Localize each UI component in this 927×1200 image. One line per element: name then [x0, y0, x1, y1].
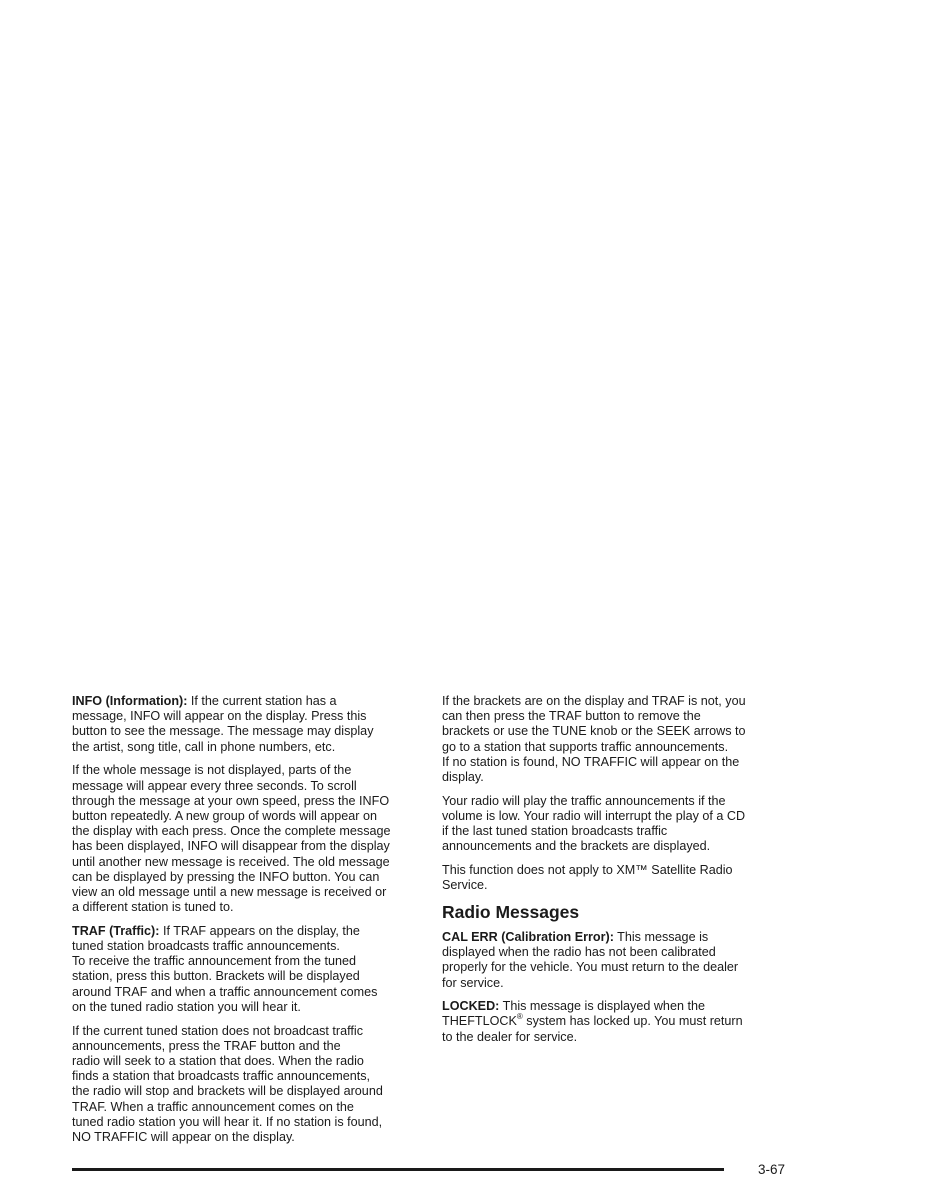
footer-rule — [72, 1168, 724, 1171]
brackets-paragraph: If the brackets are on the display and TRAF is not, you can then press the TRAF button to remove the brackets or use the TUNE knob or the SEEK arrows to go to a station that supports traffic announcements. If no station is found, NO TRAFFIC will appear on the display. — [442, 694, 746, 785]
volume-paragraph: Your radio will play the traffic announcements if the volume is low. Your radio will interrupt the play of a CD if the last tuned station broadcasts traffic announcements and the brackets are displayed. — [442, 793, 746, 854]
right-column — [442, 694, 792, 1053]
info-paragraph: INFO (Information): If the current station has a message, INFO will appear on the display. Press this button to see the message. The message may display the artist, song title, call in phone numbers, etc. — [72, 694, 374, 754]
registered-mark: ® — [516, 1012, 523, 1022]
info-term: INFO (Information): — [72, 694, 188, 708]
xm-paragraph: This function does not apply to XM™ Satellite Radio Service. — [442, 863, 733, 893]
info-more-paragraph: If the whole message is not displayed, parts of the message will appear every three seconds. To scroll through the message at your own speed, press the INFO button repeatedly. A new group of words will appear on the display with each press. Once the complete message has been displayed, INFO will disappear from the display until another new message is received. The old message can be displayed by pressing the INFO button. You can view an old message until a new message is received or a different station is tuned to. — [72, 763, 391, 915]
locked-paragraph: LOCKED: This message is displayed when the THEFTLOCK® system has locked up. You must return to the dealer for service. — [442, 999, 743, 1044]
traf-term: TRAF (Traffic): — [72, 923, 160, 938]
traf-paragraph: TRAF (Traffic): If TRAF appears on the display, the tuned station broadcasts traffic announcements. To receive the traffic announcement from the tuned station, press this button. Brackets will be displayed around TRAF and when a traffic announcement comes on the tuned radio station you will hear it. — [72, 923, 378, 1014]
cal-err-term: CAL ERR (Calibration Error): — [442, 929, 614, 944]
page-number: 3-67 — [758, 1162, 786, 1177]
locked-term: LOCKED: — [442, 999, 500, 1014]
cal-err-paragraph: CAL ERR (Calibration Error): This message is displayed when the radio has not been calibrated properly for the vehicle. You must return to the dealer for service. — [442, 929, 739, 990]
section-heading: Radio Messages — [442, 901, 580, 922]
traf-more-paragraph: If the current tuned station does not broadcast traffic announcements, press the TRAF button and the radio will seek to a station that does. When the radio finds a station that broadcasts traffic announcements, the radio will stop and brackets will be displayed around TRAF. When a traffic announcement comes on the tuned radio station you will hear it. If no station is found, NO TRAFFIC will appear on the display. — [72, 1023, 383, 1144]
left-column — [72, 694, 422, 1154]
